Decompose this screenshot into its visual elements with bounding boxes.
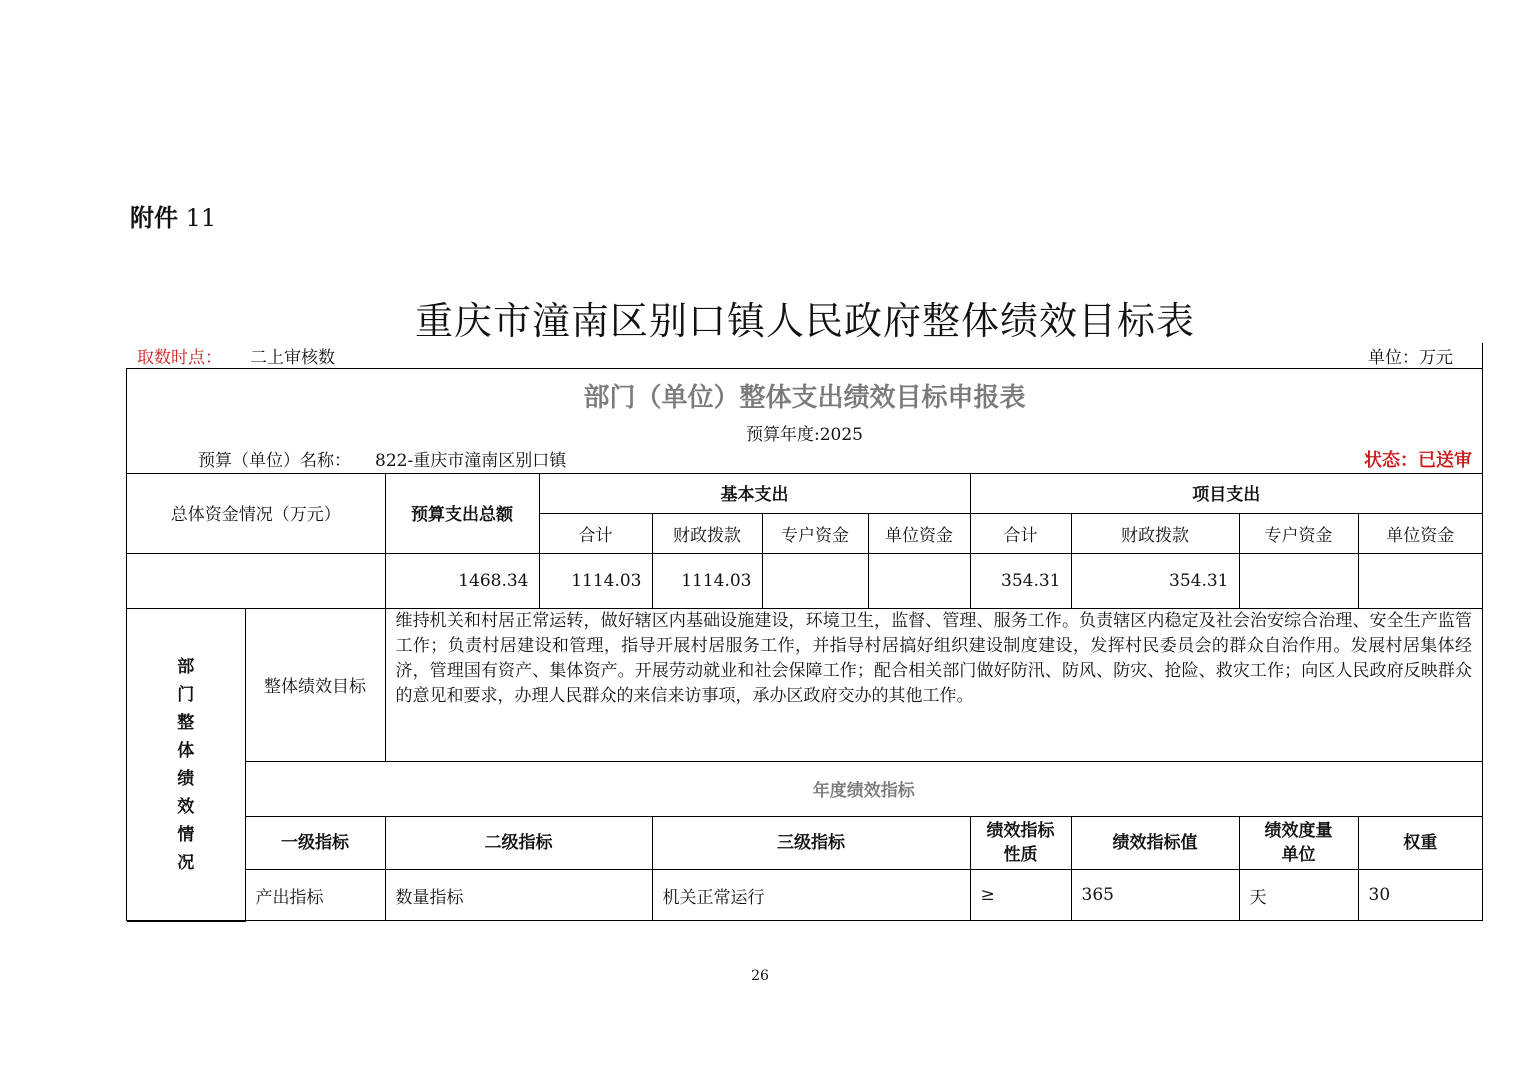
- goal-row: [127, 608, 1482, 761]
- goal-text: 维持机关和村居正常运转，做好辖区内基础设施建设，环境卫生，监督、管理、服务工作。负责辖区内稳定及社会治安综合治理、安全生产监管工作；负责村居建设和管理，指导开展村居服务工作，并指导村居搞好组织建设制度建设，发挥村民委员会的群众自治作用。发展村居集体经济，管理国有资产、集体资产。开展劳动就业和社会保障工作；配合相关部门做好防汛、防风、防灾、抢险、救灾工作；向区人民政府反映群众的意见和要求，办理人民群众的来信来访事项，承办区政府交办的其他工作。: [385, 608, 1482, 761]
- indicator-header: 绩效度量单位: [1239, 816, 1358, 869]
- sub-header: 单位资金: [1358, 513, 1482, 553]
- indicator-row: [127, 869, 1482, 921]
- indicator-weight: 30: [1358, 869, 1482, 921]
- main-title: 重庆市潼南区别口镇人民政府整体绩效目标表: [414, 299, 1195, 343]
- indicator-value: 365: [1071, 869, 1239, 921]
- side-char: 整: [177, 712, 195, 733]
- sub-header: 专户资金: [1239, 513, 1358, 553]
- indicator-header: 绩效指标值: [1071, 816, 1239, 869]
- indicator-header: 一级指标: [245, 816, 385, 869]
- sub-header: 财政拨款: [1071, 513, 1239, 553]
- project-expense-label: 项目支出: [970, 473, 1482, 513]
- sub-header: 单位资金: [868, 513, 970, 553]
- status-badge: 状态：已送审: [1364, 450, 1472, 471]
- sub-header: 合计: [970, 513, 1071, 553]
- indicator-level2: 数量指标: [385, 869, 652, 921]
- currency-unit: 单位：万元: [1368, 348, 1453, 368]
- total-label: 预算支出总额: [385, 473, 539, 553]
- funds-value-row: [127, 553, 1482, 608]
- form-table: [127, 473, 1482, 922]
- indicator-level1: 产出指标: [245, 869, 385, 921]
- form-title: 部门（单位）整体支出绩效目标申报表: [583, 383, 1026, 413]
- indicator-header: 三级指标: [652, 816, 970, 869]
- budget-year: 预算年度:2025: [746, 425, 863, 445]
- attachment-number: 11: [185, 204, 217, 232]
- funds-header-row: [127, 473, 1482, 513]
- sub-header: 财政拨款: [652, 513, 762, 553]
- attachment-word: 附件: [130, 204, 178, 232]
- side-char: 绩: [177, 768, 195, 789]
- indicator-nature: ≥: [970, 869, 1071, 921]
- form-header: [127, 369, 1482, 474]
- basic-expense-label: 基本支出: [539, 473, 970, 513]
- side-char: 情: [177, 824, 195, 845]
- side-char: 况: [177, 852, 195, 873]
- side-char: 效: [177, 796, 195, 817]
- performance-form: [126, 368, 1483, 921]
- indicator-header: 权重: [1358, 816, 1482, 869]
- basic-fiscal-value: 1114.03: [652, 553, 762, 608]
- project-unit-value: [1358, 553, 1482, 608]
- budget-unit-value: 822-重庆市潼南区别口镇: [375, 451, 567, 471]
- total-value: 1468.34: [385, 553, 539, 608]
- data-time-label: 取数时点：: [137, 348, 222, 368]
- basic-total-value: 1114.03: [539, 553, 652, 608]
- indicator-header: 绩效指标性质: [970, 816, 1071, 869]
- project-fiscal-value: 354.31: [1071, 553, 1239, 608]
- funds-row-label: 总体资金情况（万元）: [127, 473, 385, 553]
- page-number: 26: [751, 968, 769, 984]
- indicator-header: 二级指标: [385, 816, 652, 869]
- performance-side-label: [127, 608, 245, 921]
- sub-header: 合计: [539, 513, 652, 553]
- project-special-value: [1239, 553, 1358, 608]
- sub-header: 专户资金: [762, 513, 868, 553]
- annual-indicators-title: 年度绩效指标: [245, 761, 1482, 816]
- indicator-level3: 机关正常运行: [652, 869, 970, 921]
- indicator-unit: 天: [1239, 869, 1358, 921]
- attachment-label: [130, 198, 216, 233]
- budget-unit: [198, 446, 566, 471]
- data-time-value: 二上审核数: [250, 348, 335, 368]
- project-total-value: 354.31: [970, 553, 1071, 608]
- annual-title-row: [127, 761, 1482, 816]
- data-time: [137, 343, 335, 368]
- indicator-header-row: [127, 816, 1482, 869]
- side-char: 部: [177, 656, 195, 677]
- side-char: 门: [177, 684, 195, 705]
- basic-unit-value: [868, 553, 970, 608]
- budget-unit-label: 预算（单位）名称：: [198, 451, 351, 471]
- side-char: 体: [177, 740, 195, 761]
- goal-label: 整体绩效目标: [245, 608, 385, 761]
- divider: [1482, 343, 1483, 369]
- basic-special-value: [762, 553, 868, 608]
- empty-cell: [127, 553, 385, 608]
